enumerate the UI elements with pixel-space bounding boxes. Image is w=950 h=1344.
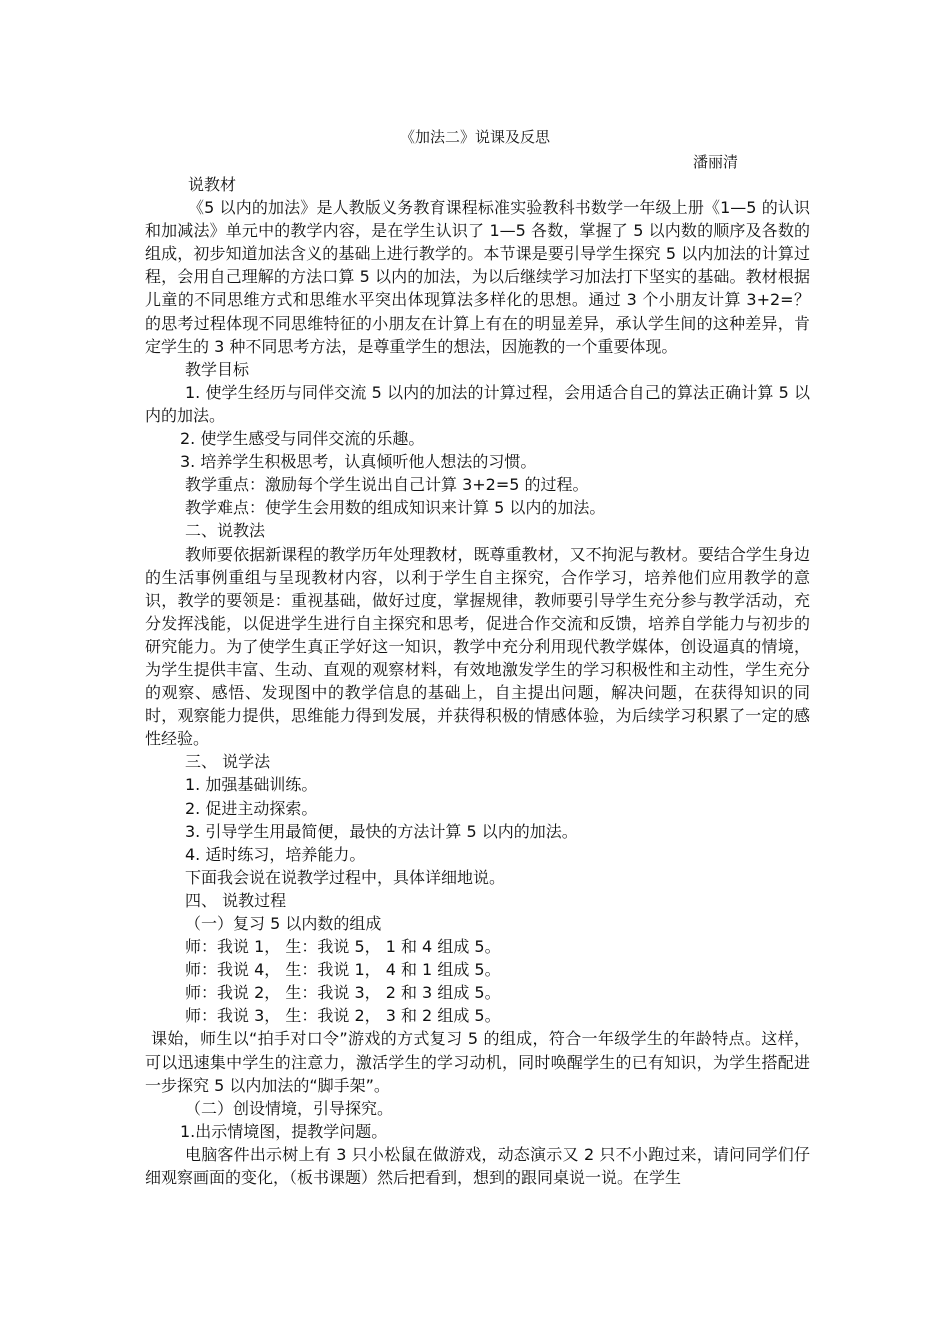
goal-item-1: 1. 使学生经历与同伴交流 5 以内的加法的计算过程，会用适合自己的算法正确计算 5 以内的加法。 bbox=[145, 382, 810, 425]
subheading-review: （一）复习 5 以内数的组成 bbox=[185, 914, 382, 933]
heading-teaching-method: 二、说教法 bbox=[185, 521, 266, 541]
subheading-situation: （二）创设情境，引导探究。 bbox=[185, 1098, 394, 1118]
learning-item-2: 2. 促进主动探索。 bbox=[185, 798, 318, 818]
learning-item-4: 4. 适时练习，培养能力。 bbox=[185, 844, 366, 864]
dialogue-line-4: 师：我说 3， 生：我说 2， 3 和 2 组成 5。 bbox=[185, 1006, 501, 1026]
paragraph-courseware: 电脑客件出示树上有 3 只小松鼠在做游戏，动态演示又 2 只不小跑过来，请问同学们仔细观察画面的变化，（板书课题）然后把看到，想到的跟同桌说一说。在学生 bbox=[145, 1144, 810, 1188]
paragraph-teaching-method: 教师要依据新课程的教学历年处理教材，既尊重教材，又不拘泥与教材。要结合学生身边的生活事例重组与呈现教材内容，以利于学生自主探究，合作学习，培养他们应用教学的意识，教学的要领是：重视基础，做好过度，掌握规律，教师要引导学生充分参与教学活动，充分发挥浅能，以促进学生进行自主探究和思考，促进合作交流和反馈，培养自学能力与初步的研究能力。为了使学生真正学好这一知识，教学中充分利用现代教学媒体，创设逼真的情境，为学生提供丰富、生动、直观的观察材料，有效地激发学生的学习积极性和主动性，学生充分的观察、感悟、发现图中的教学信息的基础上，自主提出问题，解决问题，在获得知识的同时，观察能力提供，思维能力得到发展，并获得积极的情感体验，为后续学习积累了一定的感性经验。 bbox=[145, 544, 810, 749]
transition-line: 下面我会说在说教学过程中，具体详细地说。 bbox=[185, 867, 506, 887]
heading-process: 四、 说教过程 bbox=[185, 890, 287, 910]
paragraph-textbook: 《5 以内的加法》是人教版义务教育课程标准实验教科书数学一年级上册《1—5 的认识和加减法》单元中的教学内容，是在学生认识了 1—5 各数，掌握了 5 以内数的顺序及各数的组成，初步知道加法含义的基础上进行教学的。本节课是要引导学生探究 5 以内加法的计算过程，会用自己理解的方法口算 5 以内的加法，为以后继续学习加法打下坚实的基础。教材根据儿童的不同思维方式和思维水平突出体现算法多样化的思想。通过 3 个小朋友计算 3+2=？ 的思考过程体现不同思维特征的小朋友在计算上有在的明显差异，承认学生间的这种差异，肯定学生的 3 种不同思考方法，是尊重学生的想法，因施教的一个重要体现。 bbox=[145, 198, 810, 356]
document-title: 《加法二》说课及反思 bbox=[399, 128, 550, 146]
heading-goals: 教学目标 bbox=[185, 359, 250, 379]
learning-item-1: 1. 加强基础训练。 bbox=[185, 775, 318, 795]
paragraph-review-note: 课始，师生以“拍手对口令”游戏的方式复习 5 的组成，符合一年级学生的年龄特点。这样，可以迅速集中学生的注意力，激活学生的学习动机，同时唤醒学生的已有知识，为学生搭配进一步探究 5 以内加法的“脚手架”。 bbox=[145, 1029, 810, 1095]
heading-learning-method: 三、 说学法 bbox=[185, 752, 271, 772]
dialogue-line-1: 师：我说 1， 生：我说 5， 1 和 4 组成 5。 bbox=[185, 937, 501, 957]
document-body bbox=[145, 173, 810, 1189]
document-author: 潘丽清 bbox=[693, 153, 739, 171]
dialogue-line-3: 师：我说 2， 生：我说 3， 2 和 3 组成 5。 bbox=[185, 983, 501, 1003]
difficult-point: 教学难点：使学生会用数的组成知识来计算 5 以内的加法。 bbox=[185, 498, 606, 518]
dialogue-line-2: 师：我说 4， 生：我说 1， 4 和 1 组成 5。 bbox=[185, 960, 501, 980]
goal-item-3: 3. 培养学生积极思考，认真倾听他人想法的习惯。 bbox=[180, 452, 537, 472]
key-point: 教学重点：激励每个学生说出自己计算 3+2=5 的过程。 bbox=[185, 475, 589, 495]
learning-item-3: 3. 引导学生用最简便，最快的方法计算 5 以内的加法。 bbox=[185, 821, 578, 841]
goal-item-2: 2. 使学生感受与同伴交流的乐趣。 bbox=[180, 429, 425, 449]
heading-textbook: 说教材 bbox=[188, 175, 237, 194]
step-show-picture: 1.出示情境图，提教学问题。 bbox=[180, 1121, 388, 1141]
